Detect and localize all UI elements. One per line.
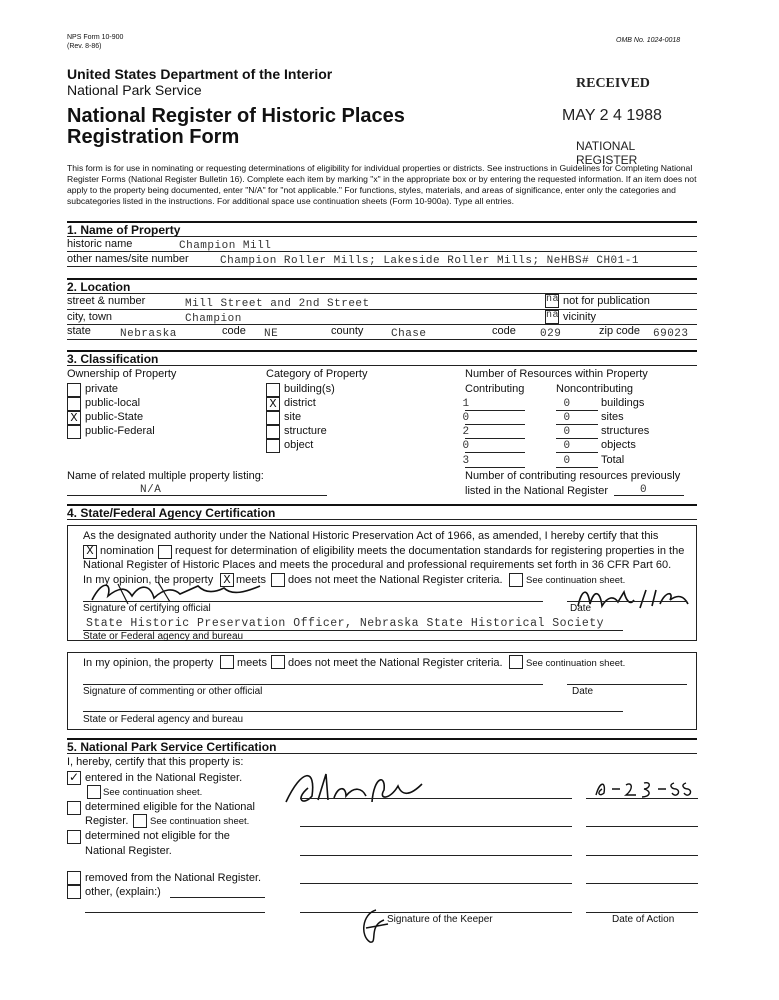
other-names-label: other names/site number — [67, 253, 189, 265]
entered-mark: ✓ — [68, 770, 80, 784]
not-eligible-label-1: determined not eligible for the — [85, 830, 230, 842]
category-site-checkbox[interactable] — [266, 411, 280, 425]
stamp-line-2: REGISTER — [576, 153, 638, 167]
nomination-mark: X — [86, 544, 94, 558]
removed-label: removed from the National Register. — [85, 872, 262, 884]
form-title: National Register of Historic Places — [67, 105, 405, 127]
ownership-public-local-checkbox[interactable] — [67, 397, 81, 411]
resource-objects-label: objects — [601, 439, 636, 451]
received-stamp: RECEIVED — [576, 76, 650, 91]
contributing-buildings[interactable]: 1 — [462, 398, 470, 410]
stamp-line-1: NATIONAL — [576, 139, 636, 153]
keeper-initials — [356, 906, 390, 946]
opinion-2-label: In my opinion, the property — [83, 657, 214, 669]
noncontributing-total[interactable]: 0 — [563, 455, 571, 467]
date-of-action-label: Date of Action — [612, 914, 675, 925]
other-names-field[interactable]: Champion Roller Mills; Lakeside Roller Mills; NeHBS# CH01-1 — [220, 255, 639, 267]
determination-request-checkbox[interactable] — [158, 545, 172, 559]
commenting-agency-label: State or Federal agency and bureau — [83, 714, 244, 725]
other-label: other, (explain:) — [85, 886, 161, 898]
section-1-title: 1. Name of Property — [67, 223, 181, 237]
ownership-public-state-label: public-State — [85, 411, 144, 423]
ownership-public-federal-label: public-Federal — [85, 425, 155, 437]
resources-heading: Number of Resources within Property — [465, 368, 648, 380]
related-listing-label: Name of related multiple property listing: — [67, 470, 264, 482]
form-subtitle: Registration Form — [67, 126, 240, 148]
meets-label: meets — [236, 574, 266, 586]
certification-date-label: Date — [570, 603, 592, 614]
resource-structures-label: structures — [601, 425, 650, 437]
city-field[interactable]: Champion — [185, 313, 242, 325]
meets-2-label: meets — [237, 657, 267, 669]
nps-certify-intro: I, hereby, certify that this property is: — [67, 756, 244, 768]
continuation-label-2: See continuation sheet. — [526, 658, 626, 669]
nomination-label: nomination — [100, 545, 154, 557]
contributing-heading: Contributing — [465, 383, 525, 395]
county-code-label: code — [492, 325, 516, 337]
street-label: street & number — [67, 295, 146, 307]
continuation-checkbox-3[interactable] — [87, 785, 101, 799]
vicinity-mark: na — [546, 310, 560, 321]
state-field[interactable]: Nebraska — [120, 328, 177, 340]
county-field[interactable]: Chase — [391, 328, 427, 340]
ownership-public-local-label: public-local — [85, 397, 141, 409]
section-4-title: 4. State/Federal Agency Certification — [67, 506, 276, 520]
form-revision: (Rev. 8-86) — [67, 43, 102, 50]
category-district-label: district — [284, 397, 316, 409]
previously-listed-field[interactable]: 0 — [640, 484, 648, 496]
noncontributing-heading: Noncontributing — [556, 383, 634, 395]
meets-mark: X — [223, 573, 231, 587]
contributing-sites[interactable]: 0 — [462, 412, 470, 424]
certification-text-2: request for determination of eligibility meets the documentation standards for registering properties in the — [175, 545, 685, 557]
certification-text-3: National Register of Historic Places and meets the procedural and professional requirements set forth in 36 CFR Part 60. — [83, 559, 672, 571]
determined-eligible-checkbox[interactable] — [67, 801, 81, 815]
noncontributing-structures[interactable]: 0 — [563, 426, 571, 438]
not-for-publication-mark: na — [546, 294, 560, 305]
does-not-meet-2-label: does not meet the National Register criteria. — [288, 657, 503, 669]
entered-label: entered in the National Register. — [85, 772, 243, 784]
noncontributing-buildings[interactable]: 0 — [563, 398, 571, 410]
ownership-public-state-mark: X — [70, 411, 78, 425]
contributing-objects[interactable]: 0 — [462, 440, 470, 452]
service-name: National Park Service — [67, 82, 202, 98]
not-for-publication-label: not for publication — [563, 295, 650, 307]
category-heading: Category of Property — [266, 368, 368, 380]
vicinity-label: vicinity — [563, 311, 597, 323]
noncontributing-objects[interactable]: 0 — [563, 440, 571, 452]
removed-checkbox[interactable] — [67, 871, 81, 885]
category-building-label: building(s) — [284, 383, 335, 395]
state-code-field[interactable]: NE — [264, 328, 279, 340]
not-eligible-checkbox[interactable] — [67, 830, 81, 844]
opinion-label: In my opinion, the property — [83, 574, 214, 586]
meets-2-checkbox[interactable] — [220, 655, 234, 669]
does-not-meet-checkbox[interactable] — [271, 573, 285, 587]
category-building-checkbox[interactable] — [266, 383, 280, 397]
previously-listed-label-2: listed in the National Register — [465, 485, 609, 497]
certifying-agency-label: State or Federal agency and bureau — [83, 631, 244, 642]
category-object-label: object — [284, 439, 314, 451]
state-label: state — [67, 325, 91, 337]
category-structure-checkbox[interactable] — [266, 425, 280, 439]
resource-total-label: Total — [601, 454, 625, 466]
certification-date-handwritten — [574, 584, 694, 612]
commenting-signature-label: Signature of commenting or other official — [83, 686, 263, 697]
form-number: NPS Form 10-900 — [67, 34, 124, 41]
resource-sites-label: sites — [601, 411, 624, 423]
not-eligible-label-2: National Register. — [85, 845, 172, 857]
street-field[interactable]: Mill Street and 2nd Street — [185, 298, 370, 310]
certification-text-1: As the designated authority under the National Historic Preservation Act of 1966, as amended, I hereby certify that this — [83, 530, 659, 542]
certifying-agency-field[interactable]: State Historic Preservation Officer, Nebraska State Historical Society — [86, 617, 605, 630]
category-structure-label: structure — [284, 425, 327, 437]
historic-name-label: historic name — [67, 238, 133, 250]
section-5-title: 5. National Park Service Certification — [67, 740, 277, 754]
continuation-label-1: See continuation sheet. — [526, 575, 626, 586]
contributing-total[interactable]: 3 — [462, 455, 470, 467]
category-district-mark: X — [269, 397, 277, 411]
county-label: county — [331, 325, 364, 337]
continuation-checkbox-1[interactable] — [509, 573, 523, 587]
determined-eligible-label-1: determined eligible for the National — [85, 801, 255, 813]
certifying-signature-label: Signature of certifying official — [83, 603, 211, 614]
continuation-checkbox-4[interactable] — [133, 814, 147, 828]
department-name: United States Department of the Interior — [67, 66, 333, 82]
contributing-structures[interactable]: 2 — [462, 426, 470, 438]
section-2-title: 2. Location — [67, 280, 131, 294]
category-site-label: site — [284, 411, 302, 423]
determined-eligible-label-2: Register. — [85, 815, 129, 827]
other-checkbox[interactable] — [67, 885, 81, 899]
related-listing-field[interactable]: N/A — [140, 484, 162, 496]
ownership-private-label: private — [85, 383, 119, 395]
state-code-label: code — [222, 325, 246, 337]
previously-listed-label-1: Number of contributing resources previously — [465, 470, 681, 482]
does-not-meet-2-checkbox[interactable] — [271, 655, 285, 669]
omb-number: OMB No. 1024-0018 — [616, 37, 681, 44]
historic-name-field[interactable]: Champion Mill — [179, 240, 272, 252]
continuation-checkbox-2[interactable] — [509, 655, 523, 669]
county-code-field[interactable]: 029 — [540, 328, 562, 340]
does-not-meet-label: does not meet the National Register criteria. — [288, 574, 503, 586]
continuation-label-3: See continuation sheet. — [103, 787, 203, 798]
keeper-signature — [282, 766, 432, 812]
ownership-public-federal-checkbox[interactable] — [67, 425, 81, 439]
keeper-signature-label: Signature of the Keeper — [387, 914, 493, 925]
commenting-date-label: Date — [572, 686, 594, 697]
resource-buildings-label: buildings — [601, 397, 645, 409]
zip-field[interactable]: 69023 — [653, 328, 689, 340]
ownership-private-checkbox[interactable] — [67, 383, 81, 397]
ownership-heading: Ownership of Property — [67, 368, 177, 380]
section-3-title: 3. Classification — [67, 352, 159, 366]
instructions-text: This form is for use in nominating or requesting determinations of eligibility for individual properties or districts. See instructions in Guidelines for Completing National Register Forms (National Register Bulletin 16). Complete each item by marking "x" in the appropriate box or by entering the requested information. If an item does not apply to the property being documented, enter "N/A" for "not applicable." For functions, styles, materials, and areas of significance, enter only the categories and subcategories listed in the instructions. For additional space use continuation sheets (Form 10-900a). Type all entries. — [67, 163, 697, 206]
city-label: city, town — [67, 311, 113, 323]
continuation-label-4: See continuation sheet. — [150, 816, 250, 827]
category-object-checkbox[interactable] — [266, 439, 280, 453]
noncontributing-sites[interactable]: 0 — [563, 412, 571, 424]
stamp-date: MAY 2 4 1988 — [562, 107, 662, 124]
zip-label: zip code — [599, 325, 640, 337]
